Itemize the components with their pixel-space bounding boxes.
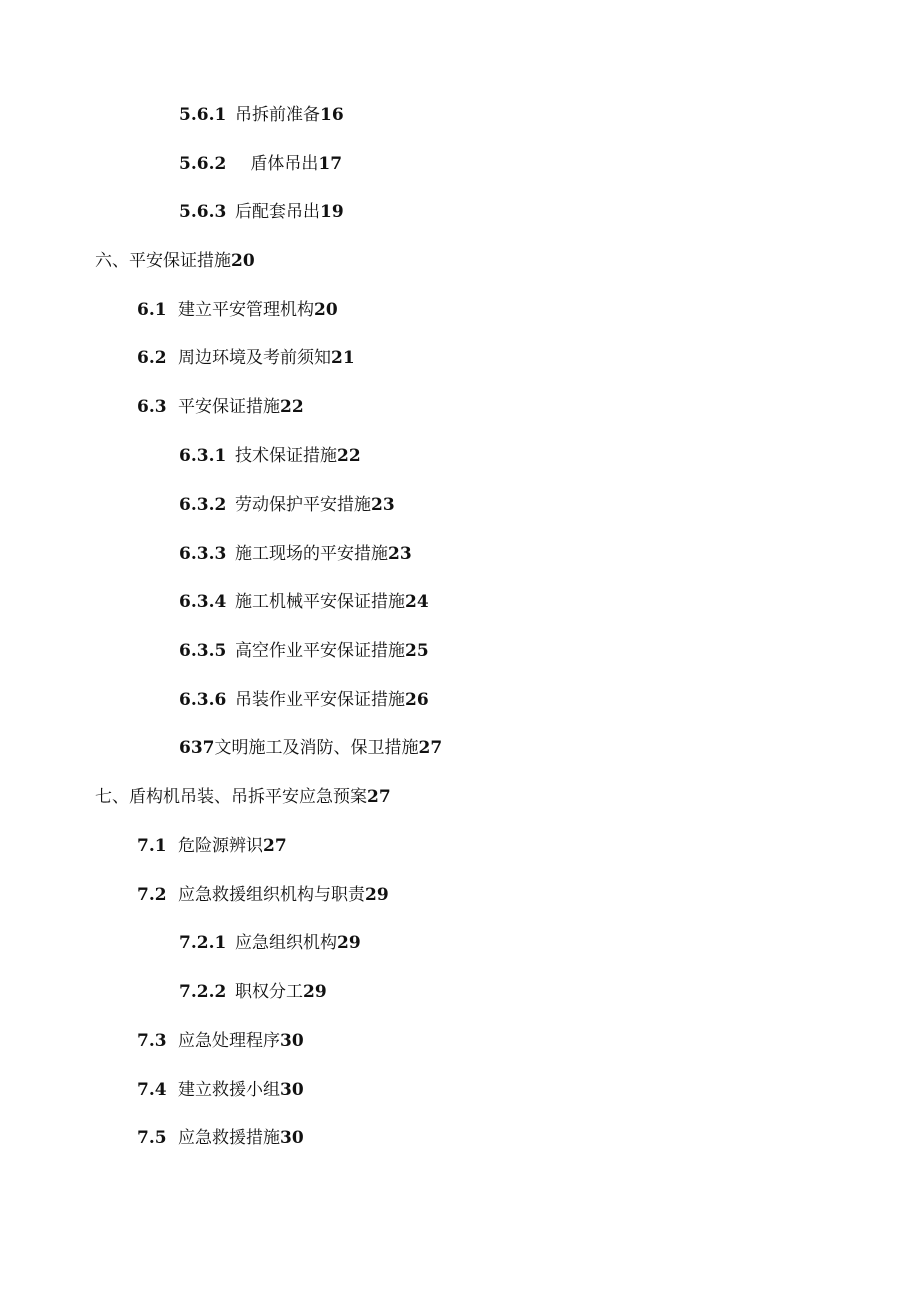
toc-title: 应急救援措施: [178, 1128, 280, 1148]
toc-entry-6-3-1[interactable]: [179, 444, 361, 468]
toc-title: 周边环境及考前须知: [178, 348, 331, 368]
toc-entry-section-6[interactable]: [95, 249, 255, 273]
toc-title: 六、平安保证措施: [95, 251, 231, 271]
toc-title: 施工机械平安保证措施: [235, 592, 405, 612]
toc-entry-6-3[interactable]: [137, 395, 304, 419]
toc-entry-6-3-3[interactable]: [179, 542, 412, 566]
toc-page-number: 23: [388, 544, 412, 564]
toc-title: 职权分工: [235, 982, 303, 1002]
toc-entry-7-2[interactable]: [137, 883, 389, 907]
toc-number: 7.2.2: [179, 982, 227, 1002]
toc-page-number: 30: [280, 1128, 304, 1148]
toc-entry-6-1[interactable]: [137, 298, 338, 322]
toc-page-number: 20: [231, 251, 255, 271]
toc-title: 盾体吊出: [245, 154, 319, 174]
toc-number: 5.6.1: [179, 105, 227, 125]
toc-title: 吊装作业平安保证措施: [235, 690, 405, 710]
toc-title: 应急救援组织机构与职责: [178, 885, 365, 905]
toc-entry-6-3-5[interactable]: [179, 639, 429, 663]
toc-entry-6-3-2[interactable]: [179, 493, 395, 517]
toc-title: 后配套吊出: [235, 202, 320, 222]
toc-title: 技术保证措施: [235, 446, 337, 466]
toc-entry-6-3-4[interactable]: [179, 590, 429, 614]
toc-title: 建立平安管理机构: [178, 300, 314, 320]
toc-entry-6-2[interactable]: [137, 346, 355, 370]
toc-number: 6.3: [137, 397, 167, 417]
toc-number: 7.5: [137, 1128, 167, 1148]
toc-title: 应急处理程序: [178, 1031, 280, 1051]
toc-entry-7-3[interactable]: [137, 1029, 304, 1053]
toc-page-number: 27: [263, 836, 287, 856]
toc-title: 劳动保护平安措施: [235, 495, 371, 515]
toc-title: 七、盾构机吊装、吊拆平安应急预案: [95, 787, 367, 807]
toc-entry-6-3-6[interactable]: [179, 688, 429, 712]
toc-page-number: 19: [320, 202, 344, 222]
toc-number: 6.3.1: [179, 446, 227, 466]
toc-page-number: 30: [280, 1031, 304, 1051]
toc-entry-5-6-1[interactable]: [179, 103, 344, 127]
toc-title: 文明施工及消防、保卫措施: [214, 738, 419, 758]
toc-entry-7-1[interactable]: [137, 834, 287, 858]
toc-page-number: 17: [318, 154, 343, 174]
toc-number: 6.2: [137, 348, 167, 368]
toc-page-number: 26: [405, 690, 429, 710]
toc-page-number: 30: [280, 1080, 304, 1100]
toc-title: 高空作业平安保证措施: [235, 641, 405, 661]
toc-number: 6.3.3: [179, 544, 227, 564]
toc-page-number: 24: [405, 592, 429, 612]
toc-page-number: 16: [320, 105, 344, 125]
toc-entry-5-6-3[interactable]: [179, 200, 344, 224]
toc-entry-5-6-2[interactable]: [179, 152, 342, 176]
toc-page-number: 29: [303, 982, 327, 1002]
toc-number: 6.3.2: [179, 495, 227, 515]
toc-page-number: 29: [365, 885, 389, 905]
toc-page-number: 21: [331, 348, 355, 368]
toc-title: 吊拆前准备: [235, 105, 320, 125]
toc-entry-7-2-1[interactable]: [179, 931, 361, 955]
toc-title: 危险源辨识: [178, 836, 263, 856]
toc-entry-7-4[interactable]: [137, 1078, 304, 1102]
toc-number: 7.1: [137, 836, 167, 856]
toc-number: 6.3.6: [179, 690, 227, 710]
toc-page-number: 25: [405, 641, 429, 661]
toc-page-number: 23: [371, 495, 395, 515]
toc-number: 6.3.5: [179, 641, 227, 661]
toc-title: 平安保证措施: [178, 397, 280, 417]
toc-number: 7.3: [137, 1031, 167, 1051]
toc-entry-section-7[interactable]: [95, 785, 391, 809]
toc-title: 建立救援小组: [178, 1080, 280, 1100]
toc-number: 637: [179, 738, 215, 758]
toc-number: 7.4: [137, 1080, 167, 1100]
toc-number: 7.2.1: [179, 933, 227, 953]
toc-page-number: 22: [280, 397, 304, 417]
toc-entry-7-2-2[interactable]: [179, 980, 327, 1004]
toc-number: 6.1: [137, 300, 167, 320]
toc-number: 5.6.3: [179, 202, 227, 222]
toc-page-number: 27: [418, 738, 443, 758]
toc-page-number: 27: [367, 787, 391, 807]
toc-title: 施工现场的平安措施: [235, 544, 388, 564]
toc-entry-7-5[interactable]: [137, 1126, 304, 1150]
toc-page-number: 22: [337, 446, 361, 466]
toc-page-number: 29: [337, 933, 361, 953]
toc-number: 7.2: [137, 885, 167, 905]
toc-page-number: 20: [314, 300, 338, 320]
toc-number: 6.3.4: [179, 592, 227, 612]
toc-number: 5.6.2: [179, 154, 227, 174]
toc-title: 应急组织机构: [235, 933, 337, 953]
toc-entry-6-3-7[interactable]: [179, 736, 442, 760]
